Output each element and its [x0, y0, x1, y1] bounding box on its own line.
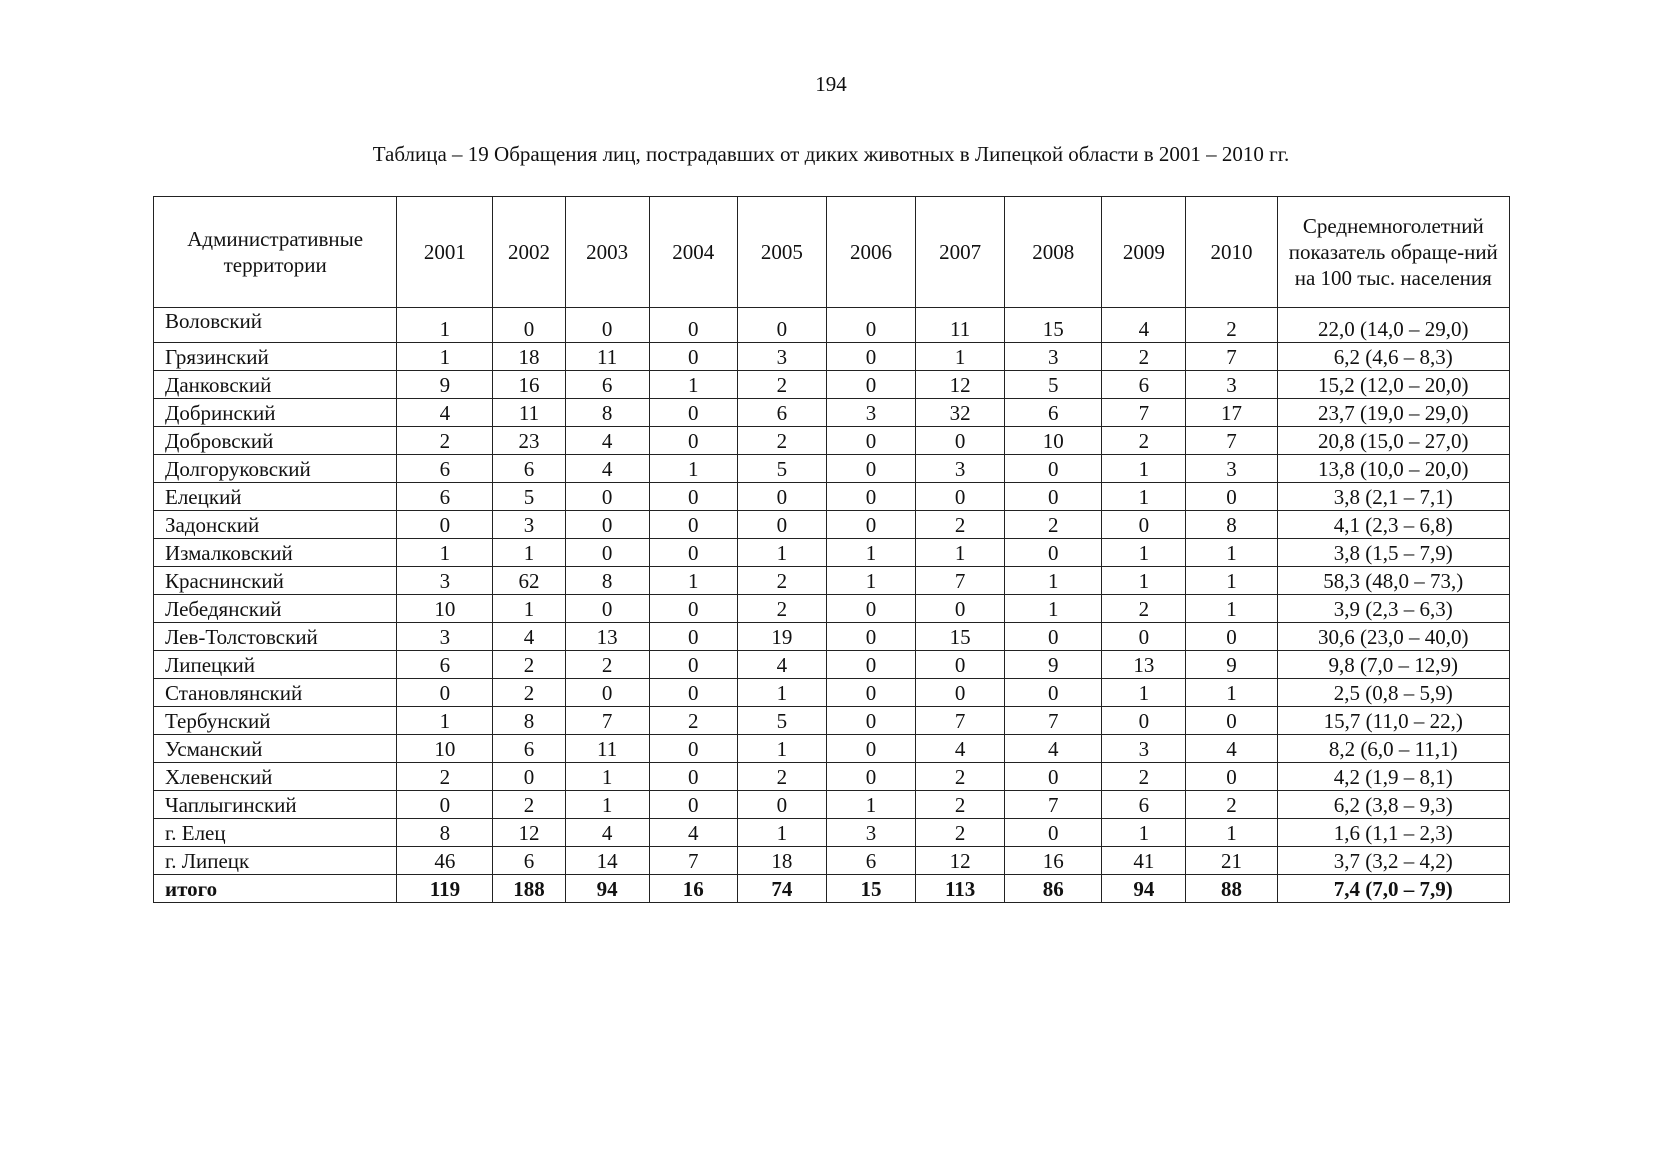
- year-value-cell: 0: [826, 651, 915, 679]
- mean-rate-cell: 3,8 (2,1 – 7,1): [1277, 483, 1509, 511]
- year-value-cell: 0: [649, 623, 737, 651]
- year-value-cell: 0: [826, 595, 915, 623]
- year-value-cell: 62: [493, 567, 565, 595]
- year-value-cell: 0: [493, 763, 565, 791]
- year-value-cell: 0: [916, 651, 1005, 679]
- year-value-cell: 9: [397, 371, 493, 399]
- year-value-cell: 0: [649, 427, 737, 455]
- header-year: 2002: [493, 197, 565, 308]
- year-value-cell: 1: [565, 763, 649, 791]
- year-value-cell: 2: [1102, 427, 1186, 455]
- year-value-cell: 2: [737, 427, 826, 455]
- year-value-cell: 0: [916, 427, 1005, 455]
- year-value-cell: 0: [826, 427, 915, 455]
- year-value-cell: 4: [1186, 735, 1277, 763]
- year-value-cell: 6: [826, 847, 915, 875]
- year-value-cell: 0: [737, 791, 826, 819]
- year-value-cell: 4: [649, 819, 737, 847]
- territory-name: Измалковский: [154, 539, 397, 567]
- mean-rate-cell: 6,2 (4,6 – 8,3): [1277, 343, 1509, 371]
- year-value-cell: 3: [397, 623, 493, 651]
- year-value-cell: 4: [916, 735, 1005, 763]
- year-value-cell: 3: [826, 399, 915, 427]
- year-value-cell: 32: [916, 399, 1005, 427]
- year-value-cell: 6: [397, 455, 493, 483]
- year-value-cell: 2: [565, 651, 649, 679]
- year-value-cell: 2: [493, 679, 565, 707]
- year-value-cell: 0: [1005, 455, 1102, 483]
- table-header-row: [154, 197, 1510, 308]
- year-value-cell: 1: [397, 707, 493, 735]
- year-value-cell: 1: [649, 455, 737, 483]
- year-value-cell: 1: [1186, 595, 1277, 623]
- table-row: [154, 567, 1510, 595]
- year-value-cell: 1: [826, 791, 915, 819]
- year-value-cell: 0: [1186, 707, 1277, 735]
- year-value-cell: 7: [1186, 427, 1277, 455]
- year-value-cell: 1: [1186, 567, 1277, 595]
- year-value-cell: 1: [1102, 679, 1186, 707]
- mean-rate-cell: 6,2 (3,8 – 9,3): [1277, 791, 1509, 819]
- year-value-cell: 0: [649, 763, 737, 791]
- year-value-cell: 16: [493, 371, 565, 399]
- mean-rate-cell: 3,8 (1,5 – 7,9): [1277, 539, 1509, 567]
- header-year: 2010: [1186, 197, 1277, 308]
- table-row: [154, 343, 1510, 371]
- mean-rate-cell: 15,2 (12,0 – 20,0): [1277, 371, 1509, 399]
- year-value-cell: 8: [397, 819, 493, 847]
- year-value-cell: 4: [565, 455, 649, 483]
- year-value-cell: 0: [916, 679, 1005, 707]
- year-value-cell: 2: [1102, 595, 1186, 623]
- table-row: [154, 308, 1510, 343]
- territory-name: Хлевенский: [154, 763, 397, 791]
- year-value-cell: 7: [1005, 707, 1102, 735]
- year-value-cell: 9: [1186, 651, 1277, 679]
- mean-rate-cell: 23,7 (19,0 – 29,0): [1277, 399, 1509, 427]
- year-value-cell: 1: [1186, 679, 1277, 707]
- year-value-cell: 13: [1102, 651, 1186, 679]
- year-value-cell: 6: [1102, 791, 1186, 819]
- year-value-cell: 23: [493, 427, 565, 455]
- table-row: [154, 595, 1510, 623]
- year-value-cell: 119: [397, 875, 493, 903]
- year-value-cell: 0: [565, 679, 649, 707]
- table-row: [154, 455, 1510, 483]
- territory-name: Лебедянский: [154, 595, 397, 623]
- year-value-cell: 1: [916, 539, 1005, 567]
- year-value-cell: 0: [565, 483, 649, 511]
- table-row: [154, 847, 1510, 875]
- year-value-cell: 18: [737, 847, 826, 875]
- year-value-cell: 0: [649, 735, 737, 763]
- year-value-cell: 15: [916, 623, 1005, 651]
- territory-name: Воловский: [154, 308, 397, 343]
- header-year: 2009: [1102, 197, 1186, 308]
- year-value-cell: 41: [1102, 847, 1186, 875]
- year-value-cell: 0: [916, 595, 1005, 623]
- territory-name: Тербунский: [154, 707, 397, 735]
- territory-name: Добринский: [154, 399, 397, 427]
- year-value-cell: 17: [1186, 399, 1277, 427]
- table-row: [154, 623, 1510, 651]
- year-value-cell: 1: [397, 343, 493, 371]
- year-value-cell: 0: [826, 763, 915, 791]
- year-value-cell: 0: [1005, 623, 1102, 651]
- year-value-cell: 0: [1102, 707, 1186, 735]
- year-value-cell: 0: [826, 707, 915, 735]
- mean-rate-cell: 13,8 (10,0 – 20,0): [1277, 455, 1509, 483]
- year-value-cell: 19: [737, 623, 826, 651]
- year-value-cell: 8: [565, 567, 649, 595]
- year-value-cell: 0: [649, 595, 737, 623]
- year-value-cell: 11: [565, 735, 649, 763]
- year-value-cell: 0: [826, 623, 915, 651]
- year-value-cell: 0: [826, 343, 915, 371]
- year-value-cell: 4: [565, 427, 649, 455]
- year-value-cell: 0: [1005, 679, 1102, 707]
- year-value-cell: 0: [826, 511, 915, 539]
- year-value-cell: 3: [916, 455, 1005, 483]
- header-year: 2006: [826, 197, 915, 308]
- year-value-cell: 0: [1005, 483, 1102, 511]
- year-value-cell: 2: [737, 371, 826, 399]
- year-value-cell: 3: [1186, 455, 1277, 483]
- year-value-cell: 4: [397, 399, 493, 427]
- year-value-cell: 1: [737, 539, 826, 567]
- table-row: [154, 679, 1510, 707]
- year-value-cell: 15: [826, 875, 915, 903]
- year-value-cell: 0: [826, 483, 915, 511]
- year-value-cell: 0: [565, 539, 649, 567]
- year-value-cell: 0: [649, 343, 737, 371]
- year-value-cell: 0: [565, 511, 649, 539]
- year-value-cell: 13: [565, 623, 649, 651]
- year-value-cell: 1: [1102, 567, 1186, 595]
- year-value-cell: 2: [649, 707, 737, 735]
- year-value-cell: 2: [737, 567, 826, 595]
- header-year: 2007: [916, 197, 1005, 308]
- territory-name: Задонский: [154, 511, 397, 539]
- mean-rate-cell: 4,1 (2,3 – 6,8): [1277, 511, 1509, 539]
- header-year: 2003: [565, 197, 649, 308]
- year-value-cell: 7: [1102, 399, 1186, 427]
- year-value-cell: 0: [826, 735, 915, 763]
- year-value-cell: 5: [737, 707, 826, 735]
- year-value-cell: 0: [737, 511, 826, 539]
- appeals-table: [153, 196, 1510, 903]
- year-value-cell: 7: [649, 847, 737, 875]
- year-value-cell: 1: [737, 679, 826, 707]
- year-value-cell: 0: [397, 791, 493, 819]
- year-value-cell: 0: [649, 308, 737, 343]
- year-value-cell: 0: [649, 483, 737, 511]
- mean-rate-cell: 2,5 (0,8 – 5,9): [1277, 679, 1509, 707]
- year-value-cell: 0: [826, 455, 915, 483]
- territory-name: Чаплыгинский: [154, 791, 397, 819]
- mean-rate-cell: 9,8 (7,0 – 12,9): [1277, 651, 1509, 679]
- table-row: [154, 791, 1510, 819]
- year-value-cell: 4: [493, 623, 565, 651]
- year-value-cell: 2: [737, 595, 826, 623]
- year-value-cell: 16: [649, 875, 737, 903]
- year-value-cell: 2: [1186, 791, 1277, 819]
- year-value-cell: 1: [649, 371, 737, 399]
- year-value-cell: 0: [1005, 819, 1102, 847]
- year-value-cell: 6: [493, 847, 565, 875]
- year-value-cell: 1: [1102, 455, 1186, 483]
- year-value-cell: 2: [1186, 308, 1277, 343]
- year-value-cell: 0: [649, 679, 737, 707]
- year-value-cell: 5: [737, 455, 826, 483]
- header-year: 2004: [649, 197, 737, 308]
- year-value-cell: 0: [1186, 483, 1277, 511]
- territory-name: Липецкий: [154, 651, 397, 679]
- territory-name: Данковский: [154, 371, 397, 399]
- year-value-cell: 6: [565, 371, 649, 399]
- year-value-cell: 1: [737, 735, 826, 763]
- year-value-cell: 2: [493, 791, 565, 819]
- year-value-cell: 0: [1005, 539, 1102, 567]
- year-value-cell: 4: [1102, 308, 1186, 343]
- mean-rate-cell: 22,0 (14,0 – 29,0): [1277, 308, 1509, 343]
- territory-name: Краснинский: [154, 567, 397, 595]
- year-value-cell: 0: [397, 679, 493, 707]
- page-number: 194: [815, 72, 847, 96]
- year-value-cell: 1: [826, 567, 915, 595]
- year-value-cell: 11: [565, 343, 649, 371]
- year-value-cell: 0: [649, 539, 737, 567]
- year-value-cell: 5: [1005, 371, 1102, 399]
- mean-rate-cell: 3,9 (2,3 – 6,3): [1277, 595, 1509, 623]
- year-value-cell: 2: [916, 511, 1005, 539]
- year-value-cell: 7: [916, 707, 1005, 735]
- year-value-cell: 86: [1005, 875, 1102, 903]
- table-row: [154, 399, 1510, 427]
- year-value-cell: 3: [1186, 371, 1277, 399]
- mean-rate-cell: 7,4 (7,0 – 7,9): [1277, 875, 1509, 903]
- year-value-cell: 2: [1102, 343, 1186, 371]
- year-value-cell: 6: [493, 455, 565, 483]
- year-value-cell: 3: [1005, 343, 1102, 371]
- year-value-cell: 3: [493, 511, 565, 539]
- year-value-cell: 0: [649, 651, 737, 679]
- year-value-cell: 1: [397, 308, 493, 343]
- year-value-cell: 18: [493, 343, 565, 371]
- year-value-cell: 0: [397, 511, 493, 539]
- year-value-cell: 1: [565, 791, 649, 819]
- table-row: [154, 427, 1510, 455]
- year-value-cell: 12: [916, 847, 1005, 875]
- year-value-cell: 3: [397, 567, 493, 595]
- year-value-cell: 0: [493, 308, 565, 343]
- year-value-cell: 1: [737, 819, 826, 847]
- table-caption: Таблица – 19 Обращения лиц, пострадавших от диких животных в Липецкой области в 2001 – 2010 гг.: [372, 142, 1290, 166]
- year-value-cell: 2: [1005, 511, 1102, 539]
- year-value-cell: 0: [649, 399, 737, 427]
- year-value-cell: 1: [493, 595, 565, 623]
- year-value-cell: 2: [1102, 763, 1186, 791]
- year-value-cell: 7: [565, 707, 649, 735]
- year-value-cell: 15: [1005, 308, 1102, 343]
- year-value-cell: 16: [1005, 847, 1102, 875]
- year-value-cell: 2: [397, 427, 493, 455]
- year-value-cell: 10: [397, 595, 493, 623]
- year-value-cell: 188: [493, 875, 565, 903]
- year-value-cell: 0: [826, 679, 915, 707]
- territory-name: Усманский: [154, 735, 397, 763]
- year-value-cell: 1: [1102, 539, 1186, 567]
- year-value-cell: 2: [916, 791, 1005, 819]
- year-value-cell: 0: [1186, 623, 1277, 651]
- year-value-cell: 1: [649, 567, 737, 595]
- year-value-cell: 1: [1102, 483, 1186, 511]
- header-year: 2001: [397, 197, 493, 308]
- table-row: [154, 819, 1510, 847]
- table-row: [154, 651, 1510, 679]
- year-value-cell: 1: [1186, 819, 1277, 847]
- year-value-cell: 2: [737, 763, 826, 791]
- table-row: [154, 511, 1510, 539]
- table-row: [154, 707, 1510, 735]
- territory-name: г. Елец: [154, 819, 397, 847]
- territory-name: Грязинский: [154, 343, 397, 371]
- year-value-cell: 7: [916, 567, 1005, 595]
- year-value-cell: 2: [397, 763, 493, 791]
- year-value-cell: 11: [916, 308, 1005, 343]
- territory-name: Добровский: [154, 427, 397, 455]
- year-value-cell: 0: [649, 791, 737, 819]
- year-value-cell: 14: [565, 847, 649, 875]
- year-value-cell: 113: [916, 875, 1005, 903]
- table-row: [154, 763, 1510, 791]
- year-value-cell: 1: [1186, 539, 1277, 567]
- year-value-cell: 7: [1186, 343, 1277, 371]
- year-value-cell: 11: [493, 399, 565, 427]
- year-value-cell: 6: [493, 735, 565, 763]
- year-value-cell: 0: [1005, 763, 1102, 791]
- mean-rate-cell: 30,6 (23,0 – 40,0): [1277, 623, 1509, 651]
- year-value-cell: 1: [397, 539, 493, 567]
- table-body: [154, 308, 1510, 903]
- year-value-cell: 2: [916, 763, 1005, 791]
- year-value-cell: 74: [737, 875, 826, 903]
- year-value-cell: 0: [1186, 763, 1277, 791]
- year-value-cell: 6: [397, 651, 493, 679]
- year-value-cell: 9: [1005, 651, 1102, 679]
- header-territory: Административные территории: [154, 197, 397, 308]
- year-value-cell: 7: [1005, 791, 1102, 819]
- year-value-cell: 4: [565, 819, 649, 847]
- header-mean: Среднемноголетний показатель обраще-ний на 100 тыс. населения: [1277, 197, 1509, 308]
- year-value-cell: 6: [1102, 371, 1186, 399]
- year-value-cell: 0: [1102, 623, 1186, 651]
- year-value-cell: 88: [1186, 875, 1277, 903]
- territory-name: г. Липецк: [154, 847, 397, 875]
- territory-name: Лев-Толстовский: [154, 623, 397, 651]
- year-value-cell: 0: [826, 371, 915, 399]
- year-value-cell: 12: [916, 371, 1005, 399]
- year-value-cell: 6: [737, 399, 826, 427]
- year-value-cell: 46: [397, 847, 493, 875]
- header-year: 2008: [1005, 197, 1102, 308]
- year-value-cell: 8: [565, 399, 649, 427]
- year-value-cell: 5: [493, 483, 565, 511]
- header-year: 2005: [737, 197, 826, 308]
- mean-rate-cell: 8,2 (6,0 – 11,1): [1277, 735, 1509, 763]
- mean-rate-cell: 3,7 (3,2 – 4,2): [1277, 847, 1509, 875]
- year-value-cell: 94: [1102, 875, 1186, 903]
- year-value-cell: 1: [1005, 595, 1102, 623]
- year-value-cell: 94: [565, 875, 649, 903]
- table-row: [154, 539, 1510, 567]
- year-value-cell: 0: [737, 483, 826, 511]
- year-value-cell: 10: [1005, 427, 1102, 455]
- year-value-cell: 4: [1005, 735, 1102, 763]
- table-row: [154, 371, 1510, 399]
- year-value-cell: 21: [1186, 847, 1277, 875]
- year-value-cell: 3: [826, 819, 915, 847]
- year-value-cell: 0: [565, 308, 649, 343]
- year-value-cell: 8: [493, 707, 565, 735]
- table-row: [154, 483, 1510, 511]
- year-value-cell: 0: [1102, 511, 1186, 539]
- year-value-cell: 0: [649, 511, 737, 539]
- mean-rate-cell: 4,2 (1,9 – 8,1): [1277, 763, 1509, 791]
- territory-name: Становлянский: [154, 679, 397, 707]
- year-value-cell: 6: [397, 483, 493, 511]
- mean-rate-cell: 58,3 (48,0 – 73,): [1277, 567, 1509, 595]
- year-value-cell: 3: [1102, 735, 1186, 763]
- mean-rate-cell: 20,8 (15,0 – 27,0): [1277, 427, 1509, 455]
- year-value-cell: 0: [916, 483, 1005, 511]
- year-value-cell: 2: [916, 819, 1005, 847]
- year-value-cell: 10: [397, 735, 493, 763]
- year-value-cell: 8: [1186, 511, 1277, 539]
- year-value-cell: 1: [826, 539, 915, 567]
- year-value-cell: 4: [737, 651, 826, 679]
- year-value-cell: 3: [737, 343, 826, 371]
- year-value-cell: 12: [493, 819, 565, 847]
- territory-name: Долгоруковский: [154, 455, 397, 483]
- year-value-cell: 2: [493, 651, 565, 679]
- year-value-cell: 1: [1102, 819, 1186, 847]
- year-value-cell: 0: [826, 308, 915, 343]
- year-value-cell: 1: [916, 343, 1005, 371]
- year-value-cell: 1: [1005, 567, 1102, 595]
- territory-name: итого: [154, 875, 397, 903]
- table-row: [154, 735, 1510, 763]
- mean-rate-cell: 15,7 (11,0 – 22,): [1277, 707, 1509, 735]
- year-value-cell: 6: [1005, 399, 1102, 427]
- year-value-cell: 1: [493, 539, 565, 567]
- year-value-cell: 0: [737, 308, 826, 343]
- table-total-row: [154, 875, 1510, 903]
- territory-name: Елецкий: [154, 483, 397, 511]
- mean-rate-cell: 1,6 (1,1 – 2,3): [1277, 819, 1509, 847]
- year-value-cell: 0: [565, 595, 649, 623]
